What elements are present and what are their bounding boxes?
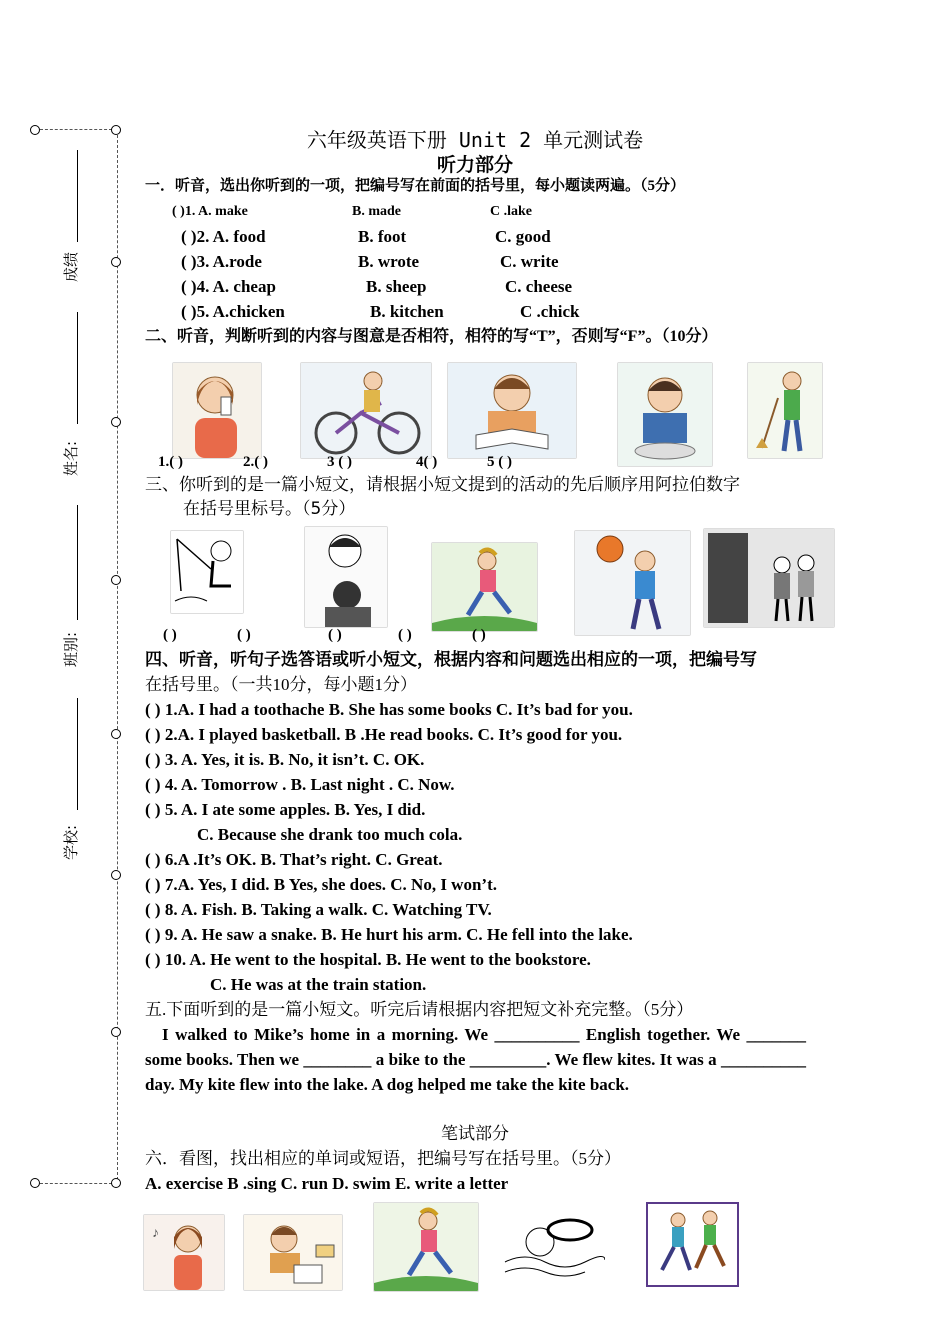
listening-section-title: 听力部分 (436, 154, 513, 176)
part3-answer-5[interactable]: ( ) (472, 627, 486, 643)
part5-instruction: 五.下面听到的是一篇小短文。听完后请根据内容把短文补充完整。（5分） (145, 1000, 694, 1019)
boy-reading-picture (447, 362, 577, 459)
binding-hole (111, 1178, 121, 1188)
page-title: 六年级英语下册 Unit 2 单元测试卷 (306, 128, 644, 152)
part4-line-7: ( ) 7.A. Yes, I did. B Yes, she does. C. No, I won’t. (145, 875, 497, 894)
part2-answer-1[interactable]: 1.( ) (158, 454, 183, 470)
boy-sweeping-picture (747, 362, 823, 459)
part1-item-3-a: ( )3. A.rode (181, 252, 262, 271)
family-outing-picture (703, 528, 835, 628)
class-line (77, 505, 78, 620)
part1-item-2-b: B. foot (358, 227, 407, 246)
binding-bottom-line (40, 1183, 112, 1184)
part2-instruction: 二、听音，判断听到的内容与图意是否相符，相符的写“T”，否则写“F”。（10分） (145, 328, 718, 345)
part3-instruction-line1: 三、你听到的是一篇小短文，请根据小短文提到的活动的先后顺序用阿拉伯数字 (145, 475, 740, 495)
boys-exercising-picture (646, 1202, 739, 1287)
part4-line-2: ( ) 2.A. I played basketball. B .He read books. C. It’s good for you. (145, 725, 623, 744)
girl-singing-picture (143, 1214, 225, 1291)
part5-passage: I walked to Mike’s home in a morning. We __________ English together. We _______ some books. Then we ________ a bike to the _________. We flew kites. It was a __________ day. My kite flew into the lake. A dog helped me take the kite back. (145, 1025, 806, 1094)
part4-line-9: ( ) 9. A. He saw a snake. B. He hurt his arm. C. He fell into the lake. (145, 925, 633, 944)
part2-answer-2[interactable]: 2.( ) (243, 454, 268, 470)
part1-item-4-c: C. cheese (505, 277, 573, 296)
part1-item-4-a: ( )4. A. cheap (181, 277, 276, 296)
part4-line-6: ( ) 6.A .It’s OK. B. That’s right. C. Great. (145, 850, 443, 869)
name-label: 姓名: (62, 440, 80, 476)
part2-answer-3[interactable]: 3 ( ) (327, 454, 352, 470)
part4-line-4: ( ) 4. A. Tomorrow . B. Last night . C. Now. (145, 775, 455, 794)
part3-answer-2[interactable]: ( ) (237, 627, 251, 643)
part6-instruction: 六．看图，找出相应的单词或短语，把编号写在括号里。（5分） (145, 1149, 621, 1168)
boy-riding-bike-picture (300, 362, 432, 459)
part3-answer-4[interactable]: ( ) (398, 627, 412, 643)
writing-section-title: 笔试部分 (441, 1124, 509, 1143)
part3-answer-3[interactable]: ( ) (328, 627, 342, 643)
part4-line-3: ( ) 3. A. Yes, it is. B. No, it isn’t. C. OK. (145, 750, 425, 769)
part1-item-4-b: B. sheep (366, 277, 427, 296)
part1-item-1-a: ( )1. A. make (172, 204, 248, 219)
svg-text:♪: ♪ (152, 1226, 159, 1241)
binding-hole-bottom-left (30, 1178, 40, 1188)
part1-item-1-c: C .lake (490, 204, 532, 219)
part4-line-5: ( ) 5. A. I ate some apples. B. Yes, I did. (145, 800, 426, 819)
boy-eating-picture (617, 362, 713, 467)
part3-answer-1[interactable]: ( ) (163, 627, 177, 643)
part1-item-1-b: B. made (352, 204, 401, 219)
part4-line-8: ( ) 8. A. Fish. B. Taking a walk. C. Watching TV. (145, 900, 492, 919)
girl-running-picture (431, 542, 538, 632)
binding-hole (111, 257, 121, 267)
binding-hole (111, 575, 121, 585)
part6-options: A. exercise B .sing C. run D. swim E. write a letter (145, 1174, 509, 1193)
school-line (77, 698, 78, 810)
score-label: 成绩 (62, 251, 80, 282)
part1-item-2-a: ( )2. A. food (181, 227, 266, 246)
class-label: 班别: (62, 631, 80, 667)
binding-hole (111, 1027, 121, 1037)
part1-item-5-b: B. kitchen (370, 302, 444, 321)
part2-answer-4[interactable]: 4( ) (416, 454, 438, 470)
part4-line-5-c: C. Because she drank too much cola. (197, 825, 463, 844)
haircut-picture (304, 526, 388, 628)
part4-instruction-line2: 在括号里。（一共10分，每小题1分） (145, 675, 417, 694)
binding-hole (111, 870, 121, 880)
part1-instruction: 一．听音，选出你听到的一项，把编号写在前面的括号里，每小题读两遍。（5分） (145, 178, 686, 194)
part1-item-5-a: ( )5. A.chicken (181, 302, 285, 321)
girl-running-picture-2 (373, 1202, 479, 1292)
boy-writing-letter-picture (243, 1214, 343, 1291)
part1-item-5-c: C .chick (520, 302, 580, 321)
binding-hole (111, 729, 121, 739)
girl-drinking-picture (172, 362, 262, 459)
name-line (77, 312, 78, 424)
part4-instruction-line1: 四、听音，听句子选答语或听小短文，根据内容和问题选出相应的一项，把编号写 (145, 650, 757, 669)
part1-item-3-b: B. wrote (358, 252, 420, 271)
basketball-picture (574, 530, 691, 636)
part2-answer-5[interactable]: 5 ( ) (487, 454, 512, 470)
binding-hole (111, 417, 121, 427)
part4-line-10: ( ) 10. A. He went to the hospital. B. He went to the bookstore. (145, 950, 591, 969)
part4-line-10-c: C. He was at the train station. (210, 975, 427, 994)
fishing-picture (170, 530, 244, 614)
boy-swimming-picture (500, 1212, 605, 1287)
part3-instruction-line2: 在括号里标号。（5分） (183, 499, 356, 519)
part1-item-3-c: C. write (500, 252, 559, 271)
school-label: 学校: (62, 824, 80, 860)
part1-item-2-c: C. good (495, 227, 551, 246)
part4-line-1: ( ) 1.A. I had a toothache B. She has some books C. It’s bad for you. (145, 700, 633, 719)
